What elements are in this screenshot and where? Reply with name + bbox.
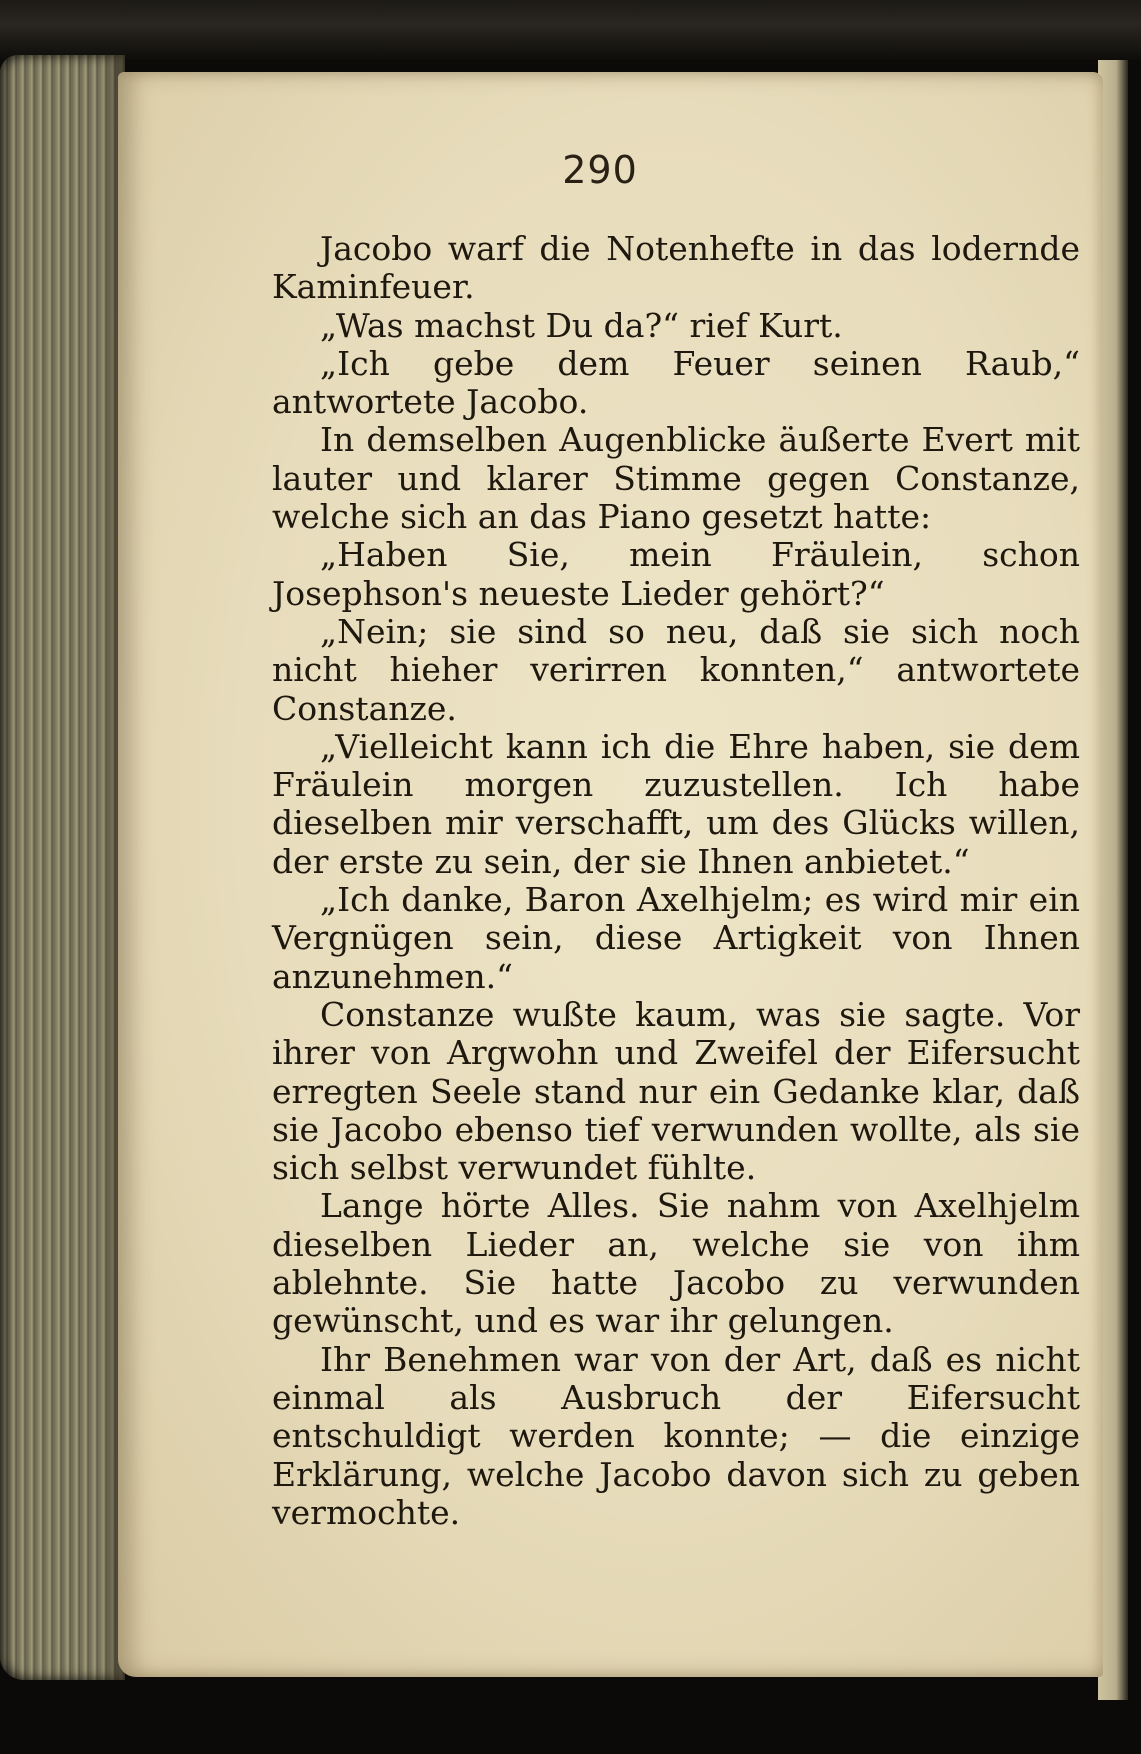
- paragraph: „Ich gebe dem Feuer seinen Raub,“ antwortete Jacobo.: [272, 343, 1080, 422]
- paragraph: „Ich danke, Baron Axelhjelm; es wird mir ein Vergnügen sein, diese Artigkeit von Ihnen anzunehmen.“: [272, 880, 1080, 996]
- paragraph: Constanze wußte kaum, was sie sagte. Vor ihrer von Argwohn und Zweifel der Eifersucht erregten Seele stand nur ein Gedanke klar, daß sie Jacobo ebenso tief verwunden wollte, als sie sich selbst verwundet fühlte.: [272, 994, 1080, 1188]
- paragraph: Lange hörte Alles. Sie nahm von Axelhjelm dieselben Lieder an, welche sie von ihm ablehnte. Sie hatte Jacobo zu verwunden gewünscht, und es war ihr gelungen.: [272, 1186, 1080, 1341]
- paragraph: „Nein; sie sind so neu, daß sie sich noch nicht hieher verirren konnten,“ antwortete Constanze.: [272, 611, 1080, 728]
- paragraph: In demselben Augenblicke äußerte Evert mit lauter und klarer Stimme gegen Constanze, welche sich an das Piano gesetzt hatte:: [272, 420, 1080, 537]
- paragraph: „Vielleicht kann ich die Ehre haben, sie dem Fräulein morgen zuzustellen. Ich habe dieselben mir verschafft, um des Glücks willen, der erste zu sein, der sie Ihnen anbietet.“: [272, 726, 1080, 881]
- paragraph: „Was machst Du da?“ rief Kurt.: [320, 305, 843, 345]
- paragraph: Ihr Benehmen war von der Art, daß es nicht einmal als Ausbruch der Eifersucht entschuldigt werden konnte; — die einzige Erklärung, welche Jacobo davon sich zu geben vermochte.: [272, 1339, 1080, 1532]
- book-top-edge: [0, 0, 1141, 60]
- paragraph: Jacobo warf die Notenhefte in das lodernde Kaminfeuer.: [272, 229, 1080, 307]
- page-number: 290: [562, 148, 638, 192]
- paragraph: „Haben Sie, mein Fräulein, schon Josephson's neueste Lieder gehört?“: [272, 535, 1080, 613]
- page-text: [272, 230, 1080, 1532]
- stacked-page-edges: [0, 55, 125, 1680]
